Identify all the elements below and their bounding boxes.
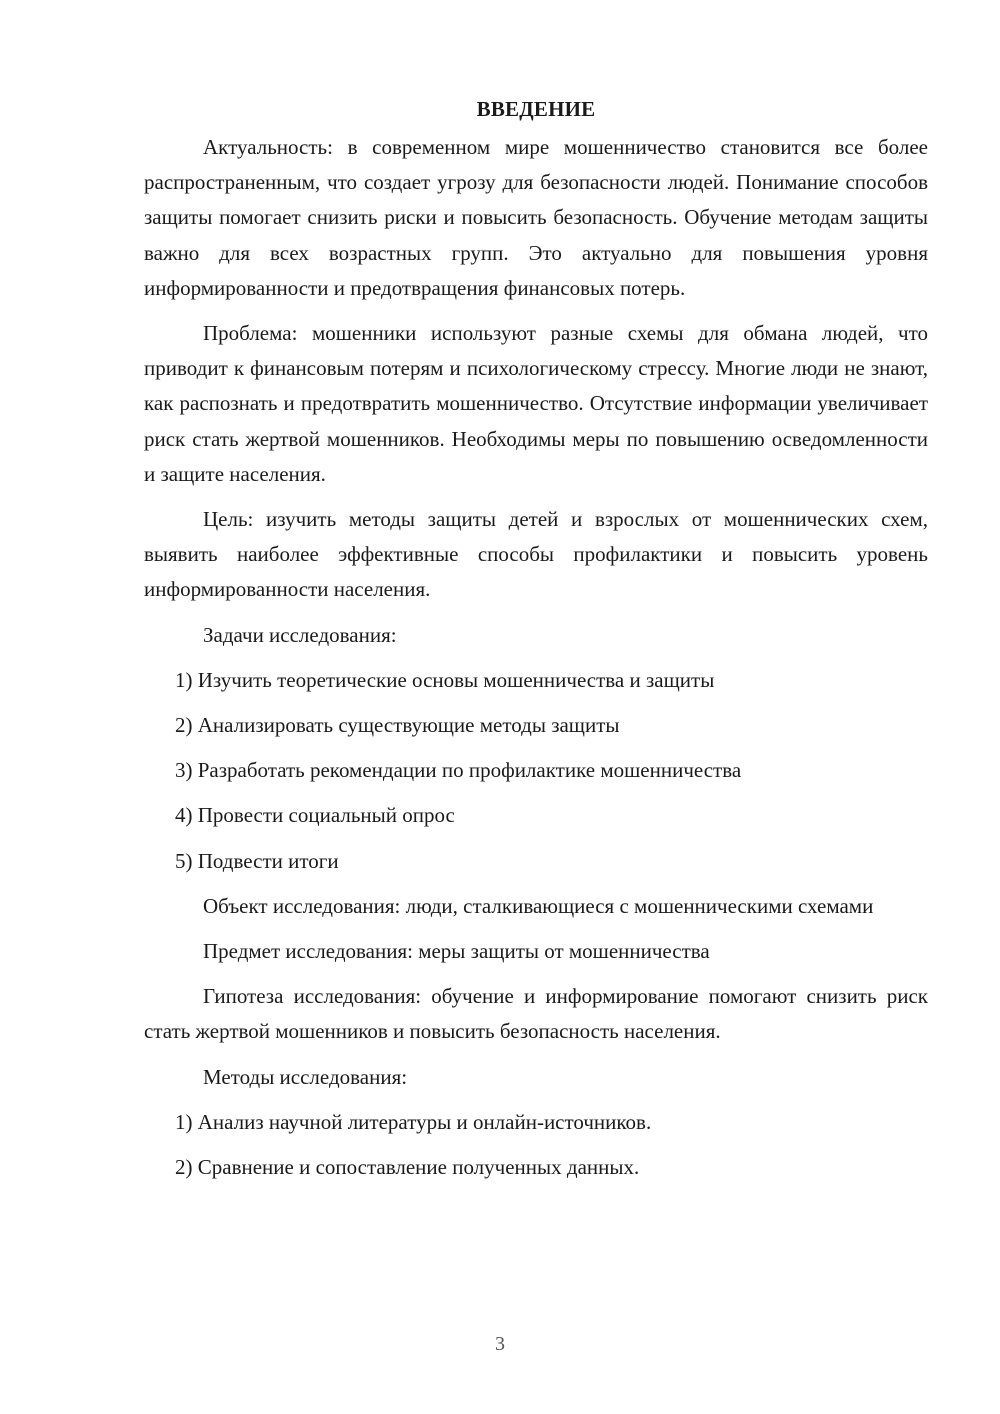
task-item: 1) Изучить теоретические основы мошенничества и защиты: [175, 667, 715, 692]
problem-paragraph: Проблема: мошенники используют разные схемы для обмана людей, что приводит к финансовым потерям и психологическому стрессу. Многие люди не знают, как распознать и предотвратить мошенничество. Отсутствие информации увеличивает риск стать жертвой мошенников. Необходимы меры по повышению осведомленности и защите населения.: [144, 321, 928, 486]
method-item: 1) Анализ научной литературы и онлайн-источников.: [175, 1109, 652, 1134]
task-item: 3) Разработать рекомендации по профилактике мошенничества: [175, 758, 742, 783]
object-paragraph: Объект исследования: люди, сталкивающиеся с мошенническими схемами: [203, 893, 874, 918]
tasks-heading: Задачи исследования:: [203, 622, 397, 647]
goal-paragraph: Цель: изучить методы защиты детей и взрослых от мошеннических схем, выявить наиболее эффективные способы профилактики и повысить уровень информированности населения.: [144, 507, 928, 602]
methods-heading: Методы исследования:: [203, 1064, 408, 1089]
relevance-paragraph: Актуальность: в современном мире мошенничество становится все более распространенным, что создает угрозу для безопасности людей. Понимание способов защиты помогает снизить риски и повысить безопасность. Обучение методам защиты важно для всех возрастных групп. Это актуально для повышения уровня информированности и предотвращения финансовых потерь.: [144, 135, 928, 300]
method-item: 2) Сравнение и сопоставление полученных данных.: [175, 1155, 640, 1180]
hypothesis-paragraph: Гипотеза исследования: обучение и информирование помогают снизить риск стать жертвой мошенников и повысить безопасность населения.: [144, 984, 928, 1044]
task-item: 5) Подвести итоги: [175, 848, 339, 873]
subject-paragraph: Предмет исследования: меры защиты от мошенничества: [203, 939, 710, 964]
page-number: 3: [495, 1333, 505, 1355]
page-title: ВВЕДЕНИЕ: [476, 97, 596, 121]
document-page: [144, 92, 928, 1195]
task-item: 2) Анализировать существующие методы защиты: [175, 713, 620, 738]
task-item: 4) Провести социальный опрос: [175, 803, 455, 828]
